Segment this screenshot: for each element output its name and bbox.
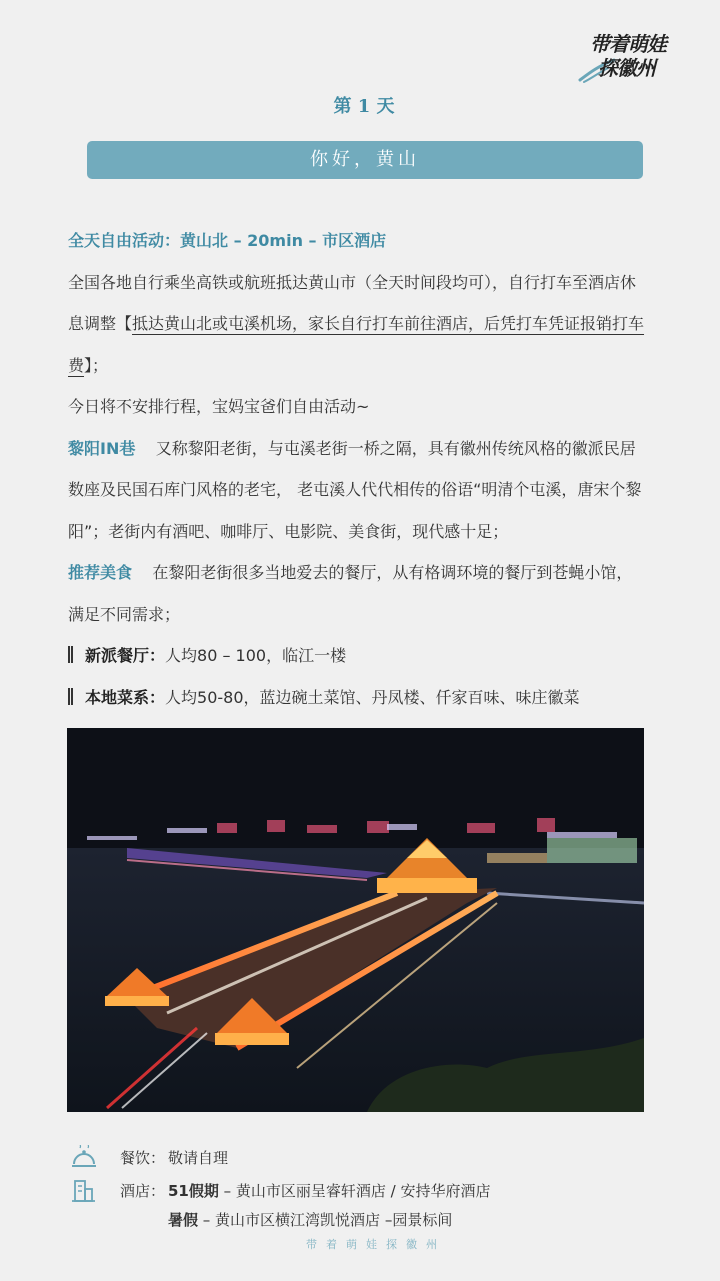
- section1-text-a: 全国各地自行乘坐高铁或航班抵达黄山市（全天时间段均可），自行打车至酒店休息调整【: [68, 272, 637, 333]
- section1-text-underlined: 抵达黄山北或屯溪机场，家长自行打车前往酒店，后凭打车凭证报销打车费: [68, 314, 645, 375]
- meal-value: 敬请自理: [168, 1149, 229, 1167]
- photo-illustration: [67, 728, 644, 1112]
- food-item-value: 人均50-80，蓝边碗土菜馆、丹凤楼、仟家百味、味庄徽菜: [165, 687, 580, 707]
- itinerary-content: [68, 220, 648, 718]
- food-item: [68, 635, 648, 677]
- day-title: 第 1 天: [333, 96, 395, 117]
- cloche-icon: [70, 1145, 98, 1171]
- bullet-bar-icon: [68, 688, 73, 705]
- hotel2-value: – 黄山市区横江湾凯悦酒店 –园景标间: [198, 1211, 453, 1229]
- hotel-label: 酒店：: [120, 1182, 166, 1200]
- section3-heading: 推荐美食: [68, 563, 133, 582]
- logo-line2: 探徽州: [598, 56, 655, 80]
- section2-text: 又称黎阳老街，与屯溪老街一桥之隔，具有徽州传统风格的徽派民居数座及民国石库门风格的老宅， 老屯溪人代代相传的俗语“明清个屯溪，唐宋个黎阳”；老街内有酒吧、咖啡厅、电影院、美食街，现代感十足；: [68, 438, 642, 541]
- food-item-label: 新派餐厅：: [85, 646, 166, 665]
- section3-paragraph: [68, 552, 648, 635]
- hotel1-period: 51假期: [168, 1182, 219, 1200]
- meal-label: 餐饮：: [120, 1149, 166, 1167]
- section1-heading: 全天自由活动：黄山北 – 20min – 市区酒店: [68, 231, 387, 250]
- section2-paragraph: [68, 428, 648, 553]
- food-item-value: 人均80 – 100，临江一楼: [165, 646, 347, 665]
- section1-note: 今日将不安排行程，宝妈宝爸们自由活动~: [68, 397, 370, 416]
- hotel2: [168, 1205, 452, 1235]
- night-bridge-photo: [67, 728, 644, 1112]
- section2-heading: 黎阳IN巷: [68, 438, 136, 458]
- hotel2-period: 暑假: [168, 1211, 199, 1229]
- brand-logo: [578, 26, 678, 88]
- footer-tagline: 带着萌娃探徽州: [306, 1238, 446, 1251]
- section1-text-b: 】；: [84, 355, 109, 375]
- food-item-label: 本地菜系：: [85, 687, 166, 707]
- section3-text: 在黎阳老街很多当地爱去的餐厅，从有格调环境的餐厅到苍蝇小馆，满足不同需求；: [68, 563, 633, 624]
- hotel1: [168, 1176, 491, 1206]
- day-banner: 你好，黄山: [87, 141, 643, 179]
- hotel1-value: – 黄山市区丽呈睿轩酒店 / 安持华府酒店: [218, 1182, 491, 1200]
- section1-text: [68, 262, 648, 387]
- bullet-bar-icon: [68, 646, 73, 663]
- food-item: [68, 677, 648, 719]
- building-icon: [70, 1178, 96, 1204]
- logo-line1: 带着萌娃: [590, 32, 666, 56]
